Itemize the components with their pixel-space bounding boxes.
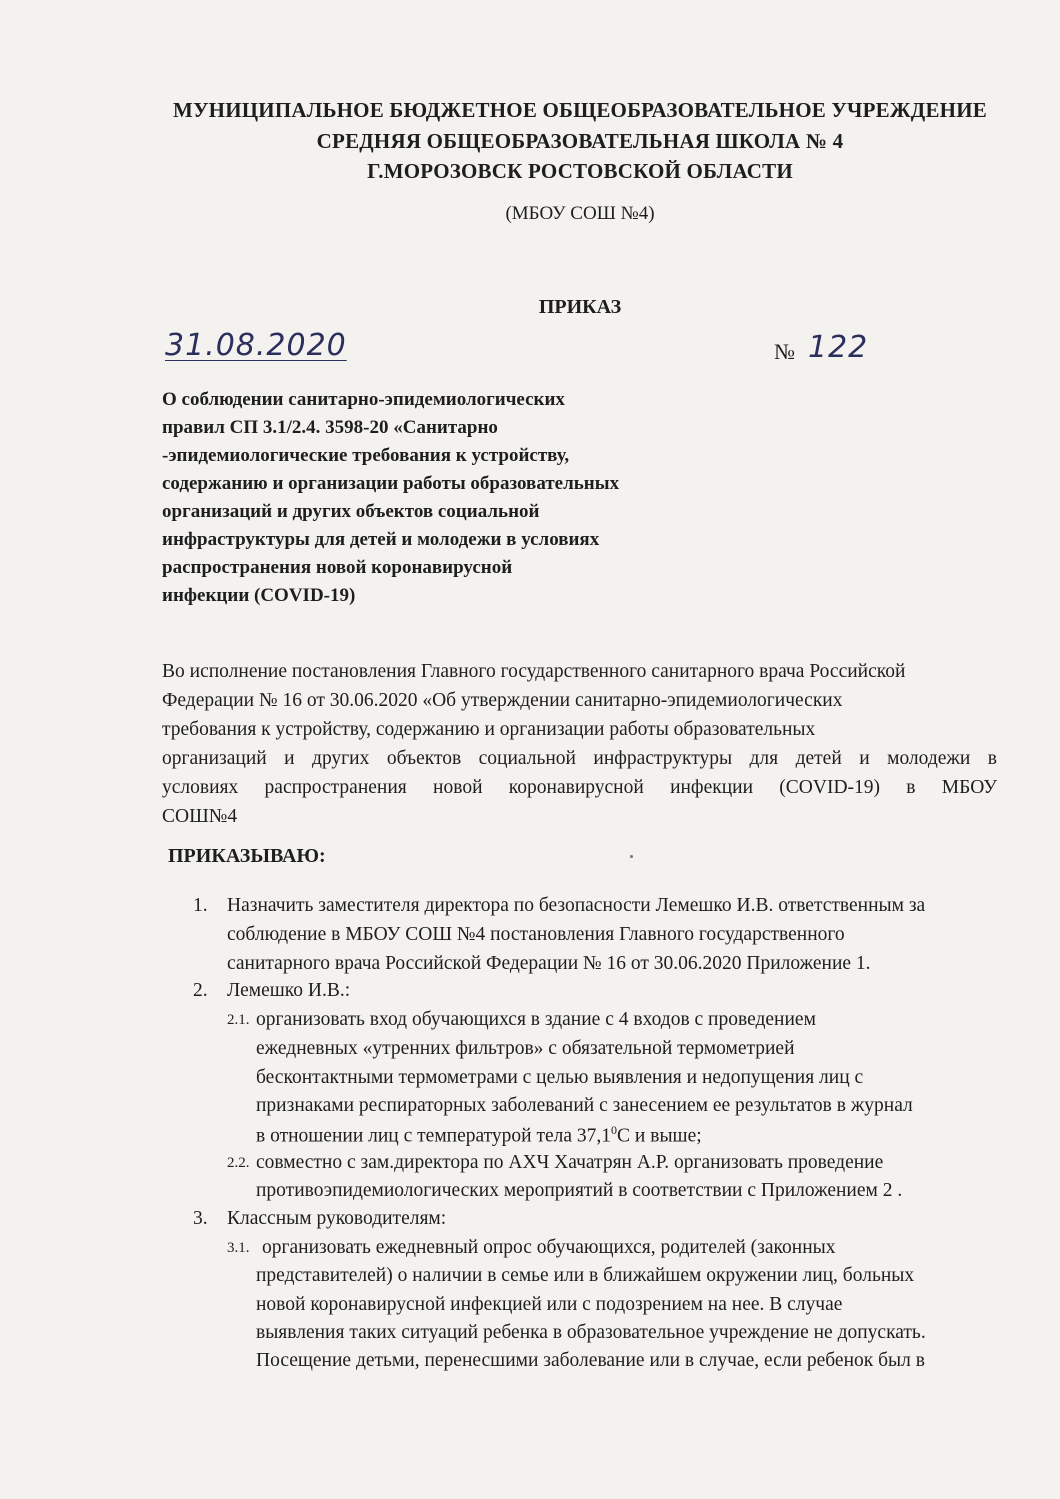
subitem-number: 3.1. xyxy=(227,1240,250,1256)
item-text: С и выше; xyxy=(617,1125,702,1147)
subject-line: инфекции (COVID-19) xyxy=(162,585,356,606)
intro-line: условиях распространения новой коронавирусной инфекции (COVID-19) в МБОУ xyxy=(162,777,997,798)
subject-line: распространения новой коронавирусной xyxy=(162,557,513,578)
item-line: организовать вход обучающихся в здание с 4 входов с проведением xyxy=(256,1009,816,1030)
subject-line: -эпидемиологические требования к устройству, xyxy=(162,445,570,466)
intro-line: Федерации № 16 от 30.06.2020 «Об утверждении санитарно-эпидемиологических xyxy=(162,690,843,711)
handwritten-number: 122 xyxy=(808,330,869,365)
item-line: соблюдение в МБОУ СОШ №4 постановления Главного государственного xyxy=(227,924,845,945)
subitem-number: 2.1. xyxy=(227,1012,250,1028)
item-line xyxy=(256,1123,702,1148)
handwritten-date: 31.08.2020 xyxy=(165,328,347,363)
item-line: санитарного врача Российской Федерации № 16 от 30.06.2020 Приложение 1. xyxy=(227,953,871,974)
school-abbreviation: (МБОУ СОШ №4) xyxy=(505,203,655,224)
item-number: 3. xyxy=(193,1208,208,1229)
item-line: выявления таких ситуаций ребенка в образовательное учреждение не допускать. xyxy=(256,1322,926,1343)
subject-line: правил СП 3.1/2.4. 3598-20 «Санитарно xyxy=(162,417,498,438)
scan-speck xyxy=(630,855,633,858)
item-line: новой коронавирусной инфекцией или с подозрением на нее. В случае xyxy=(256,1294,843,1315)
document-type: ПРИКАЗ xyxy=(538,296,622,318)
item-line: организовать ежедневный опрос обучающихся, родителей (законных xyxy=(262,1237,836,1258)
intro-line: требования к устройству, содержанию и организации работы образовательных xyxy=(162,719,816,740)
subject-line: содержанию и организации работы образовательных xyxy=(162,473,620,494)
intro-line: Во исполнение постановления Главного государственного санитарного врача Российской xyxy=(162,661,906,682)
item-line: бесконтактными термометрами с целью выявления и недопущения лиц с xyxy=(256,1067,864,1088)
item-line: ежедневных «утренних фильтров» с обязательной термометрией xyxy=(256,1038,795,1059)
item-text: в отношении лиц с температурой тела 37,1 xyxy=(256,1125,612,1147)
order-word: ПРИКАЗЫВАЮ: xyxy=(168,845,326,867)
header-line-2: СРЕДНЯЯ ОБЩЕОБРАЗОВАТЕЛЬНАЯ ШКОЛА № 4 xyxy=(316,129,844,153)
intro-line: организаций и других объектов социальной инфраструктуры для детей и молодежи в xyxy=(162,748,997,769)
header-line-1: МУНИЦИПАЛЬНОЕ БЮДЖЕТНОЕ ОБЩЕОБРАЗОВАТЕЛЬНОЕ УЧРЕЖДЕНИЕ xyxy=(173,98,987,122)
intro-line: СОШ№4 xyxy=(162,806,238,827)
intro-paragraph xyxy=(162,657,997,831)
subject-line: О соблюдении санитарно-эпидемиологических xyxy=(162,389,565,410)
item-line: Лемешко И.В.: xyxy=(227,980,351,1001)
header-line-3: Г.МОРОЗОВСК РОСТОВСКОЙ ОБЛАСТИ xyxy=(367,159,793,183)
item-number: 1. xyxy=(193,895,208,916)
item-line: представителей) о наличии в семье или в ближайшем окружении лиц, больных xyxy=(256,1265,915,1286)
item-number: 2. xyxy=(193,980,208,1001)
number-sign: № xyxy=(774,339,795,364)
subject-line: организаций и других объектов социальной xyxy=(162,501,540,522)
subitem-number: 2.2. xyxy=(227,1155,250,1171)
item-line: признаками респираторных заболеваний с занесением ее результатов в журнал xyxy=(256,1095,913,1116)
subject-line: инфраструктуры для детей и молодежи в условиях xyxy=(162,529,600,550)
item-line: Посещение детьми, перенесшими заболевание или в случае, если ребенок был в xyxy=(256,1350,925,1371)
item-line: совместно с зам.директора по АХЧ Хачатрян А.Р. организовать проведение xyxy=(256,1152,884,1173)
item-line: Назначить заместителя директора по безопасности Лемешко И.В. ответственным за xyxy=(227,895,926,916)
order-subject xyxy=(162,386,619,610)
item-line: противоэпидемиологических мероприятий в соответствии с Приложением 2 . xyxy=(256,1180,903,1201)
degree-superscript: 0 xyxy=(611,1123,618,1137)
item-line: Классным руководителям: xyxy=(227,1208,447,1229)
